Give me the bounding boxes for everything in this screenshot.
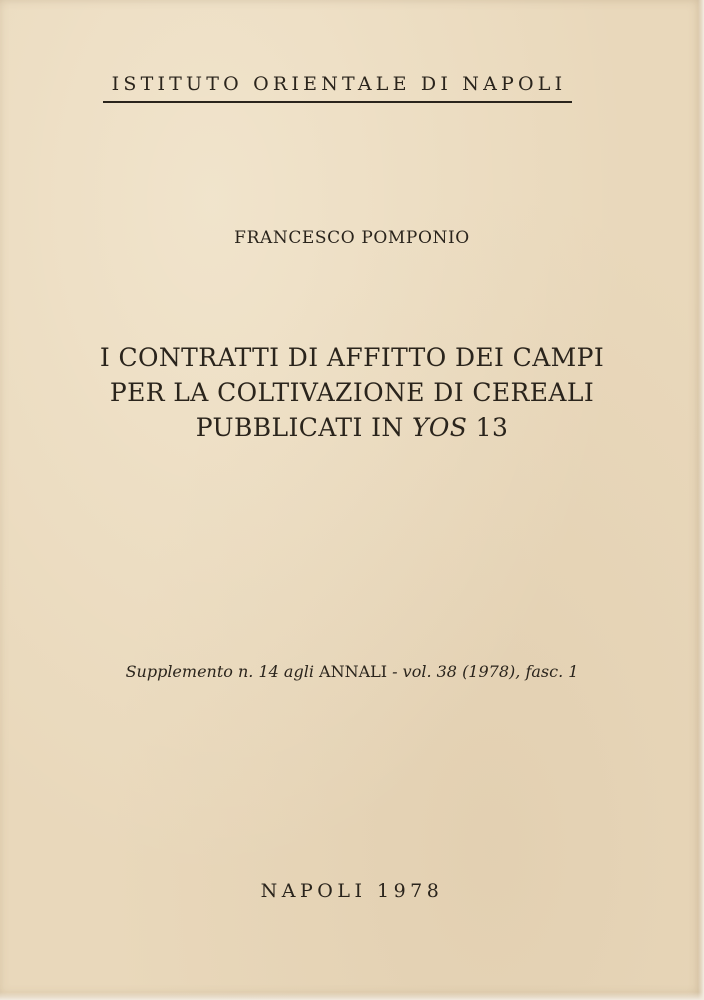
title-line-3-prefix: PUBBLICATI IN: [195, 413, 412, 442]
place-and-year: NAPOLI 1978: [260, 880, 444, 902]
title-line-1: I CONTRATTI DI AFFITTO DEI CAMPI: [99, 343, 605, 372]
author-name: FRANCESCO POMPONIO: [234, 228, 470, 248]
institute-name: ISTITUTO ORIENTALE DI NAPOLI: [111, 73, 567, 95]
series-note-part-3: - vol. 38 (1978), fasc. 1: [387, 662, 579, 681]
series-note: [0, 662, 704, 681]
title-line-2: PER LA COLTIVAZIONE DI CEREALI: [109, 378, 595, 407]
title-line-3-italic: YOS: [411, 413, 468, 442]
page-edge-right: [698, 0, 704, 1000]
series-note-annali: ANNALI: [319, 662, 388, 681]
book-title: [0, 340, 704, 445]
title-line-3: [0, 410, 704, 445]
title-line-3-suffix: 13: [467, 413, 509, 442]
header-rule: [103, 101, 572, 103]
page-edge-bottom: [0, 992, 704, 1000]
series-note-part-1: Supplemento n. 14 agli: [125, 662, 320, 681]
